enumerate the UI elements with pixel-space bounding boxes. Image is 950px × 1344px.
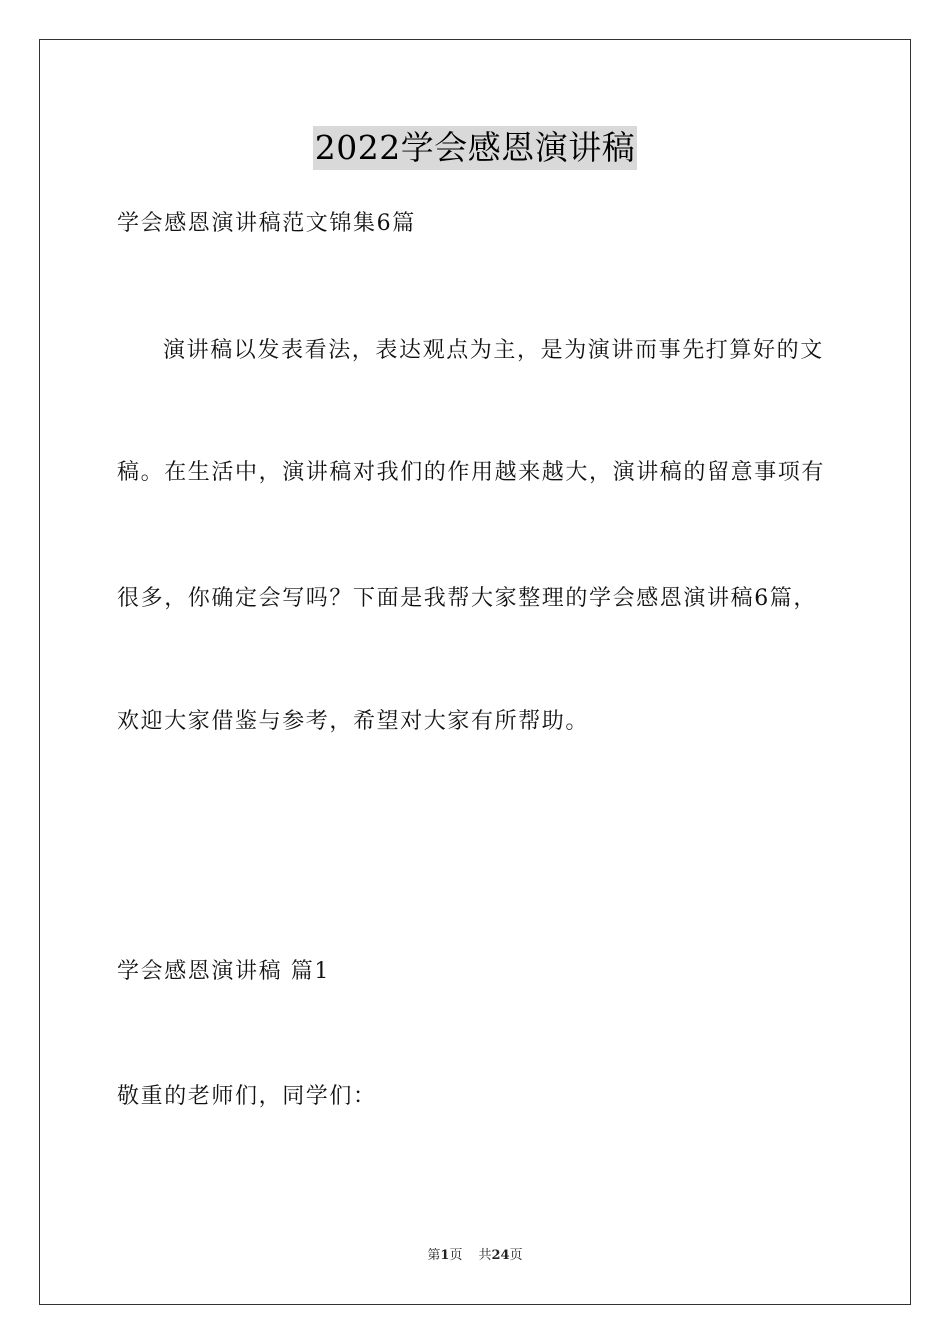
salutation: 敬重的老师们，同学们： bbox=[117, 1084, 377, 1109]
paragraph-line-3: 很多，你确定会写吗？下面是我帮大家整理的学会感恩演讲稿6篇， bbox=[117, 586, 817, 611]
section-heading: 学会感恩演讲稿 篇1 bbox=[117, 959, 330, 984]
footer-total-prefix: 共 bbox=[478, 1248, 492, 1263]
footer-total-suffix: 页 bbox=[509, 1248, 523, 1263]
footer-total-pages: 24 bbox=[491, 1248, 510, 1263]
document-subtitle: 学会感恩演讲稿范文锦集6篇 bbox=[117, 211, 416, 236]
title-container bbox=[0, 126, 950, 170]
footer-page-suffix: 页 bbox=[449, 1248, 463, 1263]
paragraph-line-4: 欢迎大家借鉴与参考，希望对大家有所帮助。 bbox=[117, 709, 590, 734]
paragraph-line-2: 稿。在生活中，演讲稿对我们的作用越来越大，演讲稿的留意事项有 bbox=[117, 460, 826, 485]
footer-current-page: 1 bbox=[440, 1248, 450, 1263]
document-title: 2022学会感恩演讲稿 bbox=[313, 126, 637, 170]
page-footer bbox=[0, 1247, 950, 1265]
footer-page-prefix: 第 bbox=[427, 1248, 441, 1263]
paragraph-line-1: 演讲稿以发表看法，表达观点为主，是为演讲而事先打算好的文 bbox=[163, 338, 824, 363]
